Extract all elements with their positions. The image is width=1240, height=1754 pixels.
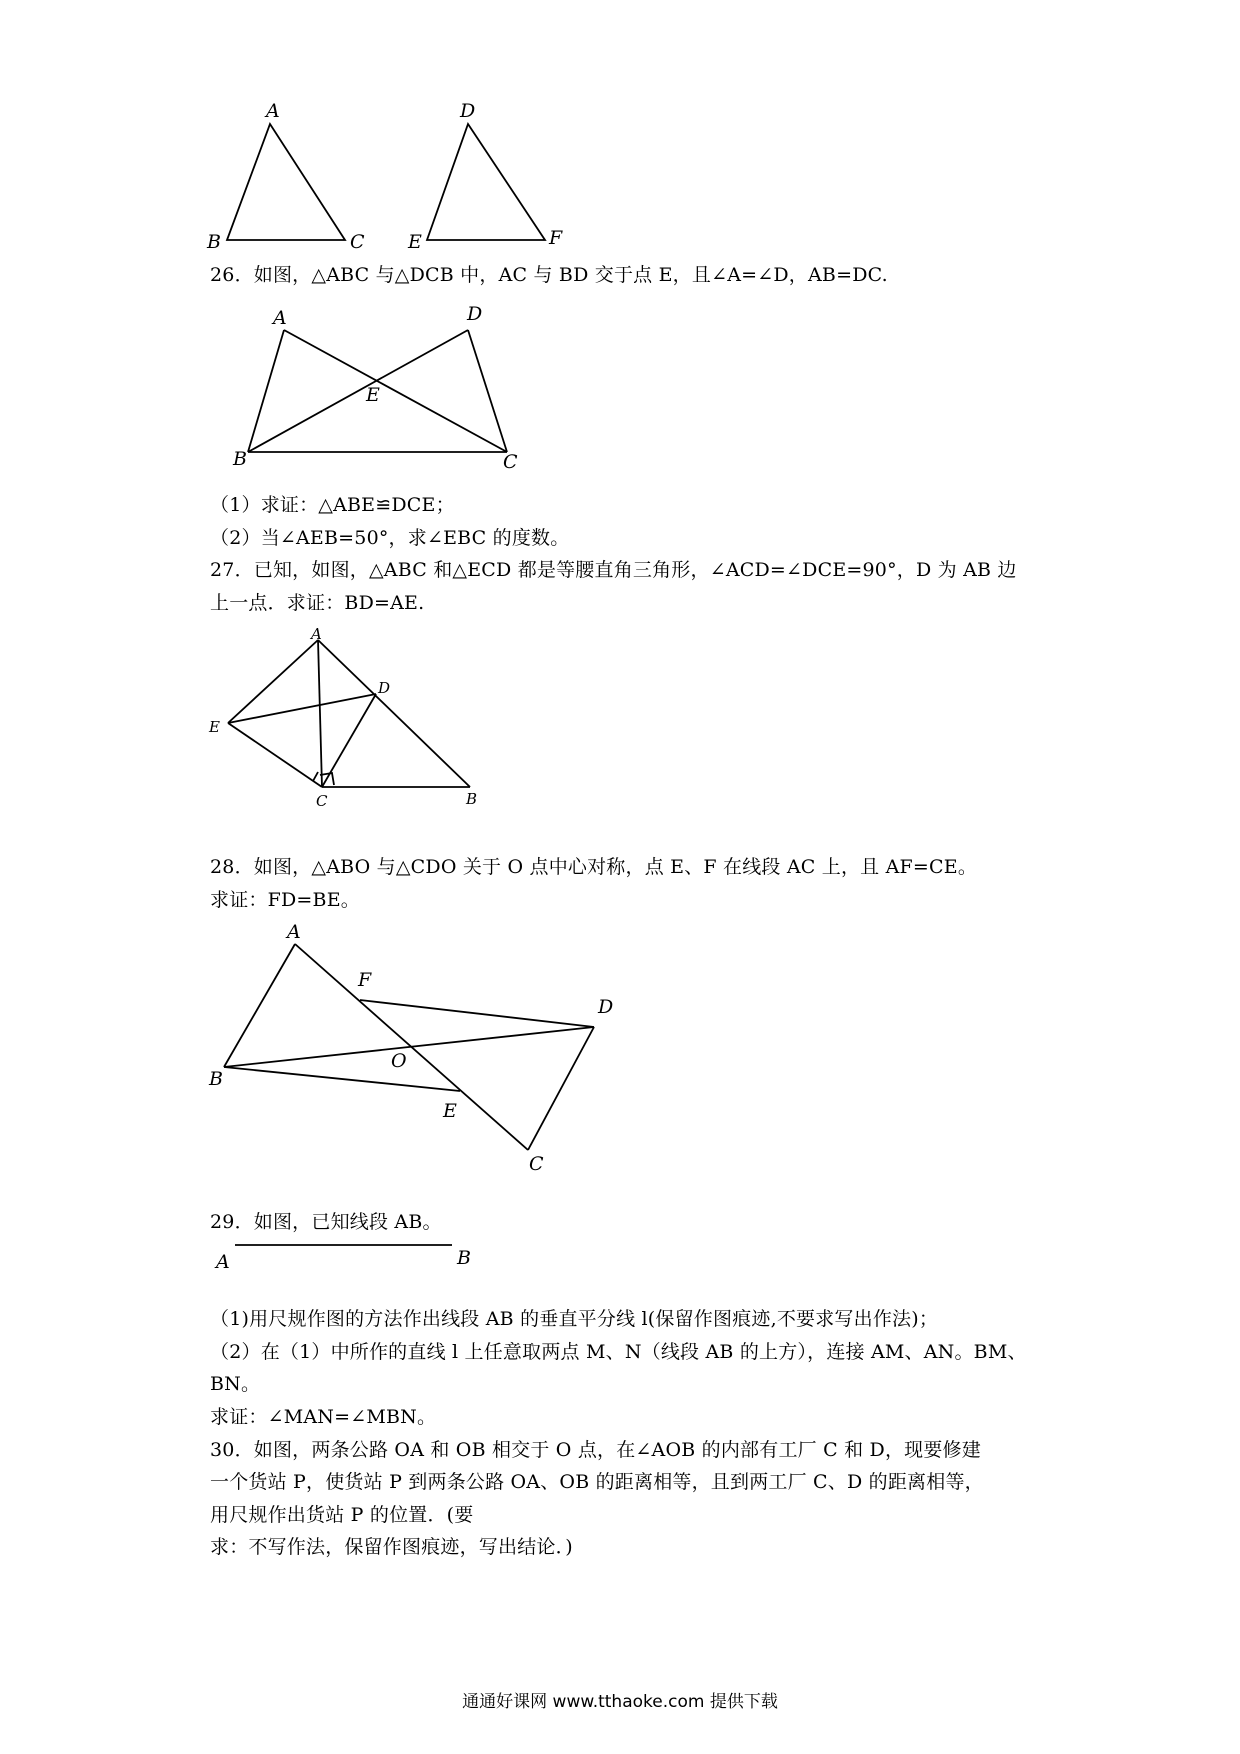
label-a: A [266, 100, 280, 122]
q26-part2: （2）当∠AEB=50°，求∠EBC 的度数。 [210, 527, 570, 549]
q26-part1: （1）求证：△ABE≌DCE； [210, 494, 455, 516]
q29-proof: 求证：∠MAN=∠MBN。 [210, 1406, 437, 1428]
label-c: C [529, 1153, 544, 1175]
label-b: B [457, 1247, 471, 1269]
q29-part2b: BN。 [210, 1373, 261, 1395]
q30-line4: 求：不写作法，保留作图痕迹，写出结论．) [210, 1536, 573, 1558]
q27-line1: 27．已知，如图，△ABC 和△ECD 都是等腰直角三角形，∠ACD=∠DCE=90°，D 为 AB 边 [210, 559, 1017, 581]
label-a: A [311, 625, 322, 643]
label-b: B [466, 790, 478, 808]
label-d: D [598, 996, 614, 1018]
label-c: C [350, 231, 365, 253]
label-c: C [503, 451, 518, 473]
label-d: D [378, 679, 391, 697]
q28-line2: 求证：FD=BE。 [210, 889, 360, 911]
label-b: B [207, 231, 221, 253]
q29-part2a: （2）在（1）中所作的直线 l 上任意取两点 M、N（线段 AB 的上方），连接 AM、AN。BM、 [210, 1341, 1027, 1363]
label-a: A [287, 921, 301, 943]
q29-stem: 29．如图，已知线段 AB。 [210, 1211, 442, 1233]
label-b: B [209, 1068, 223, 1090]
label-d: D [460, 100, 476, 122]
label-a: A [273, 307, 287, 329]
q29-part1: （1)用尺规作图的方法作出线段 AB 的垂直平分线 l(保留作图痕迹,不要求写出作法)； [210, 1308, 939, 1330]
page-footer: 通通好课网 www.tthaoke.com 提供下载 [462, 1692, 778, 1712]
q30-line3: 用尺规作出货站 P 的位置．(要 [210, 1504, 474, 1526]
label-e: E [408, 231, 422, 253]
label-a: A [216, 1251, 230, 1273]
label-f: F [358, 969, 372, 991]
label-f: F [549, 227, 563, 249]
q28-line1: 28．如图，△ABO 与△CDO 关于 O 点中心对称，点 E、F 在线段 AC 上，且 AF=CE。 [210, 856, 978, 878]
label-e: E [443, 1100, 457, 1122]
label-d: D [467, 303, 483, 325]
label-e: E [209, 718, 220, 736]
q26-stem: 26．如图，△ABC 与△DCB 中，AC 与 BD 交于点 E，且∠A=∠D，AB=DC. [210, 264, 888, 286]
q30-line1: 30．如图，两条公路 OA 和 OB 相交于 O 点，在∠AOB 的内部有工厂 C 和 D，现要修建 [210, 1439, 981, 1461]
q30-line2: 一个货站 P，使货站 P 到两条公路 OA、OB 的距离相等，且到两工厂 C、D 的距离相等， [210, 1471, 984, 1493]
label-o: O [391, 1050, 407, 1072]
label-c: C [316, 792, 328, 810]
q27-line2: 上一点．求证：BD=AE. [210, 592, 425, 614]
label-b: B [233, 448, 247, 470]
label-e: E [366, 384, 380, 406]
